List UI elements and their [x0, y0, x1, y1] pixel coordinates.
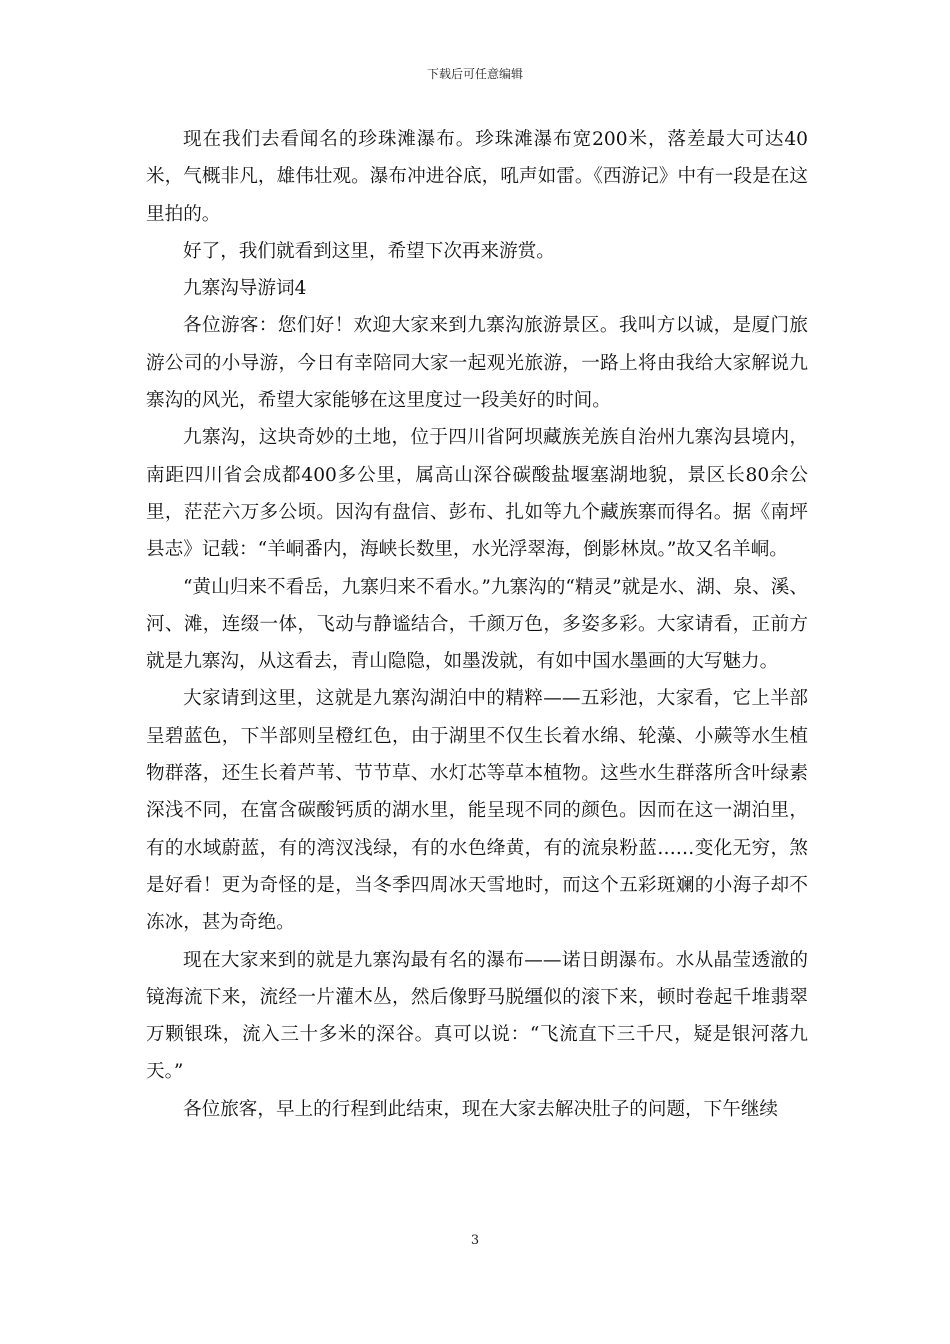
paragraph-greeting: 各位游客：您们好！欢迎大家来到九寨沟旅游景区。我叫方以诚，是厦门旅游公司的小导游，今日有幸陪同大家一起观光旅游，一路上将由我给大家解说九寨沟的风光，希望大家能够在这里度过一段美好的时间。	[146, 315, 808, 412]
paragraph-farewell: 好了，我们就看到这里，希望下次再来游赏。	[183, 240, 555, 262]
paragraph-five-color-pond: 大家请到这里，这就是九寨沟湖泊中的精粹——五彩池，大家看，它上半部呈碧蓝色，下半部则呈橙红色，由于湖里不仅生长着水绵、轮藻、小蕨等水生植物群落，还生长着芦苇、节节草、水灯芯等草本植物。这些水生群落所含叶绿素深浅不同，在富含碳酸钙质的湖水里，能呈现不同的颜色。因而在这一湖泊里，有的水域蔚蓝，有的湾汊浅绿，有的水色绛黄，有的流泉粉蓝……变化无穷，煞是好看！更为奇怪的是，当冬季四周冰天雪地时，而这个五彩斑斓的小海子却不冻冰，甚为奇绝。	[146, 688, 808, 934]
paragraph-location: 九寨沟，这块奇妙的土地，位于四川省阿坝藏族羌族自治州九寨沟县境内，南距四川省会成都400多公里，属高山深谷碳酸盐堰塞湖地貌，景区长80余公里，茫茫六万多公顷。因沟有盘信、彭布、扎如等九个藏族寨而得名。据《南坪县志》记载：“羊峒番内，海峡长数里，水光浮翠海，倒影林岚。”故又名羊峒。	[146, 427, 808, 561]
paragraph-morning-end: 各位旅客，早上的行程到此结束，现在大家去解决肚子的问题，下午继续	[183, 1098, 779, 1120]
paragraph-pearl-shoal-waterfall: 现在我们去看闻名的珍珠滩瀑布。珍珠滩瀑布宽200米，落差最大可达40米，气概非凡，雄伟壮观。瀑布冲进谷底，吼声如雷。《西游记》中有一段是在这里拍的。	[146, 129, 808, 225]
page-header: 下载后可任意编辑	[426, 67, 523, 81]
section-heading: 九寨沟导游词4	[183, 278, 307, 300]
paragraph-nuorilang-waterfall: 现在大家来到的就是九寨沟最有名的瀑布——诺日朗瀑布。水从晶莹透澈的镜海流下来，流经一片灌木丛，然后像野马脱缰似的滚下来，顿时卷起千堆翡翠万颗银珠，流入三十多米的深谷。真可以说：“飞流直下三千尺，疑是银河落九天。”	[146, 949, 808, 1083]
document-body	[146, 121, 808, 1128]
paragraph-water-spirit: “黄山归来不看岳，九寨归来不看水。”九寨沟的“精灵”就是水、湖、泉、溪、河、滩，连缀一体，飞动与静谧结合，千颜万色，多姿多彩。大家请看，正前方就是九寨沟，从这看去，青山隐隐，如墨泼就，有如中国水墨画的大写魅力。	[146, 576, 808, 673]
page-number: 3	[470, 1233, 480, 1248]
